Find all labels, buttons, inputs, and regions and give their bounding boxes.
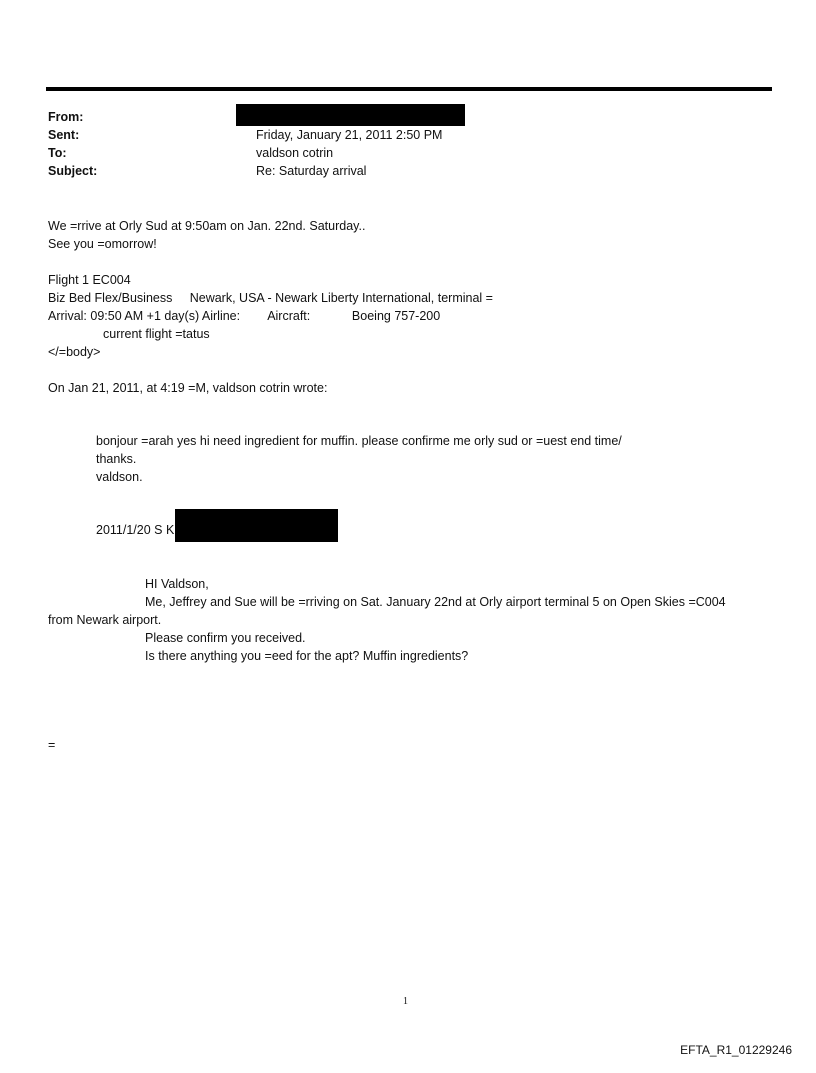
subject-label: Subject:	[48, 164, 98, 178]
flight-line: Arrival: 09:50 AM +1 day(s) Airline: Aircraft: Boeing 757-200	[48, 309, 441, 323]
from-redaction	[236, 104, 465, 126]
flight-line: current flight =tatus	[103, 327, 210, 341]
to-value: valdson cotrin	[256, 146, 334, 160]
sent-label: Sent:	[48, 128, 80, 142]
header-rule	[46, 87, 772, 91]
from-label: From:	[48, 110, 84, 124]
reply-line: See you =omorrow!	[48, 237, 157, 251]
sent-value: Friday, January 21, 2011 2:50 PM	[256, 128, 443, 142]
quote-intro: On Jan 21, 2011, at 4:19 =M, valdson cotrin wrote:	[48, 381, 328, 395]
sender-redaction	[175, 509, 338, 542]
nested-line: Please confirm you received.	[145, 631, 306, 645]
nested-line: from Newark airport.	[48, 613, 162, 627]
quote-line: thanks.	[96, 452, 137, 466]
quote-line: valdson.	[96, 470, 143, 484]
document-id: EFTA_R1_01229246	[680, 1043, 792, 1057]
nested-line: Is there anything you =eed for the apt? Muffin ingredients?	[145, 649, 469, 663]
flight-line: Biz Bed Flex/Business Newark, USA - Newark Liberty International, terminal =	[48, 291, 493, 305]
nested-line: HI Valdson,	[145, 577, 209, 591]
flight-line: Flight 1 EC004	[48, 273, 131, 287]
nested-intro: 2011/1/20 S K	[96, 523, 175, 537]
nested-line: Me, Jeffrey and Sue will be =rriving on Sat. January 22nd at Orly airport terminal 5 on Open Skies =C004	[145, 595, 726, 609]
subject-value: Re: Saturday arrival	[256, 164, 367, 178]
quote-line: bonjour =arah yes hi need ingredient for muffin. please confirme me orly sud or =uest end time/	[96, 434, 622, 448]
flight-line: </=body>	[48, 345, 101, 359]
to-label: To:	[48, 146, 67, 160]
page-number: 1	[403, 996, 408, 1007]
trailing-equals: =	[48, 738, 56, 752]
reply-line: We =rrive at Orly Sud at 9:50am on Jan. 22nd. Saturday..	[48, 219, 366, 233]
